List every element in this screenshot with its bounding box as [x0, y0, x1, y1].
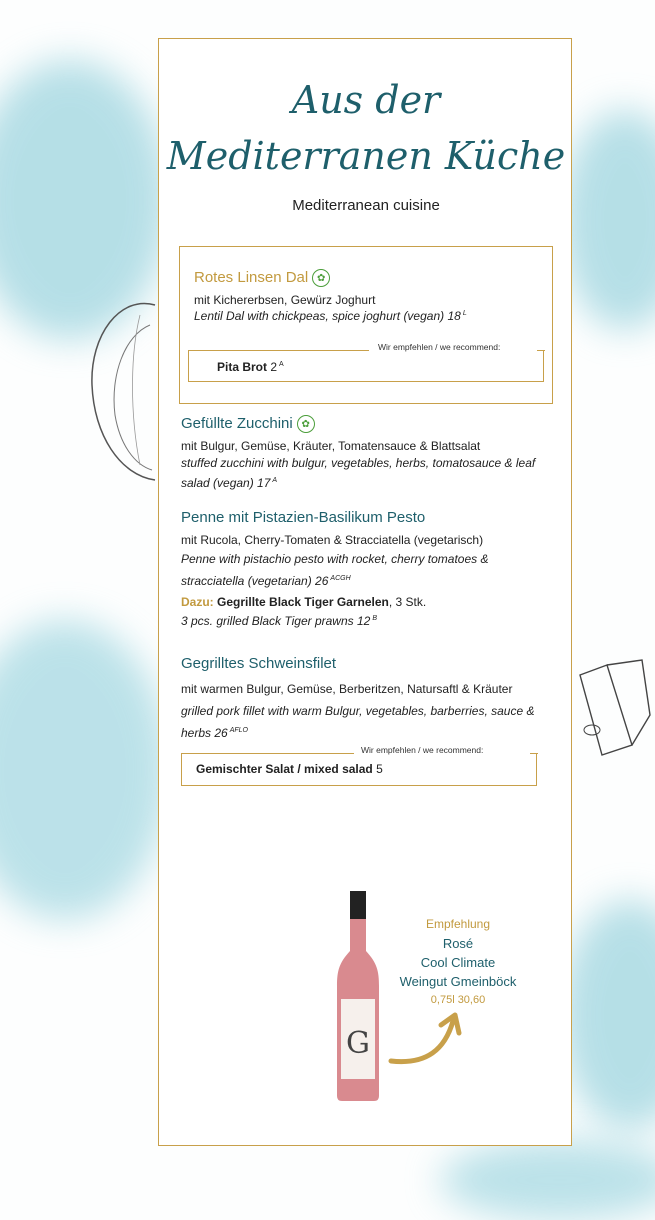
item-desc-de: mit Kichererbsen, Gewürz Joghurt: [194, 293, 376, 307]
script-title-line1: Aus der: [291, 78, 441, 122]
item-desc-de: mit Bulgur, Gemüse, Kräuter, Tomatensauce & Blattsalat: [181, 439, 481, 453]
vegetable-sketch-icon: [80, 295, 160, 485]
recommendation-label: Wir empfehlen / we recommend:: [375, 342, 503, 352]
item-desc-en: Lentil Dal with chickpeas, spice joghurt (vegan) 18 $^L$: [194, 309, 467, 323]
bottle-label-letter: G: [346, 1026, 370, 1061]
recommendation-box: [181, 745, 537, 786]
vegan-icon: ✿: [297, 415, 315, 433]
item-extra-en: 3 pcs. grilled Black Tiger prawns 12 $^B$: [181, 614, 377, 628]
script-title-line2: Mediterranen Küche: [166, 134, 566, 178]
subtitle: Mediterranean cuisine: [292, 197, 440, 214]
recommendation-item: Pita Brot: [217, 360, 268, 374]
item-desc-en: stuffed zucchini with bulgur, vegetables, herbs, tomatosauce & leaf salad (vegan) 17 $^A$: [181, 456, 536, 490]
arrow-icon: [387, 1009, 467, 1069]
item-title: Gefüllte Zucchini ✿: [181, 415, 315, 433]
menu-card: [158, 38, 572, 1146]
item-title: Gegrilltes Schweinsfilet: [181, 655, 337, 672]
item-desc-de: mit warmen Bulgur, Gemüse, Berberitzen, Natursaftl & Kräuter: [181, 682, 513, 696]
recommendation-price: 2: [270, 360, 278, 374]
item-extra: Dazu: Gegrillte Black Tiger Garnelen, 3 Stk.: [181, 595, 427, 609]
item-desc-en: grilled pork fillet with warm Bulgur, vegetables, barberries, sauce & herbs 26 $^{AFLO}$: [181, 704, 535, 740]
item-name: Rotes Linsen Dal: [194, 269, 309, 286]
vegan-icon: ✿: [312, 269, 330, 287]
recommendation-price: 5: [376, 762, 383, 776]
recommendation-box: Wir empfehlen / we recommend: Pita Brot 2 $^A$: [188, 350, 544, 382]
recommendation-item: Gemischter Salat / mixed salad: [196, 762, 373, 776]
item-desc-de: mit Rucola, Cherry-Tomaten & Stracciatella (vegetarisch): [181, 533, 484, 547]
item-title: [194, 269, 330, 287]
featured-item-box: [179, 246, 553, 404]
recommendation-label: Wir empfehlen / we recommend:: [358, 745, 486, 755]
item-title: Penne mit Pistazien-Basilikum Pesto: [181, 509, 426, 526]
penne-sketch-icon: [572, 655, 652, 765]
wine-recommendation: Empfehlung Rosé Cool Climate Weingut Gmeinböck 0,75l 30,60: [399, 917, 517, 1006]
item-desc-en: Penne with pistachio pesto with rocket, cherry tomatoes & stracciatella (vegetarian) 26 $^{ACGH}$: [181, 552, 489, 588]
